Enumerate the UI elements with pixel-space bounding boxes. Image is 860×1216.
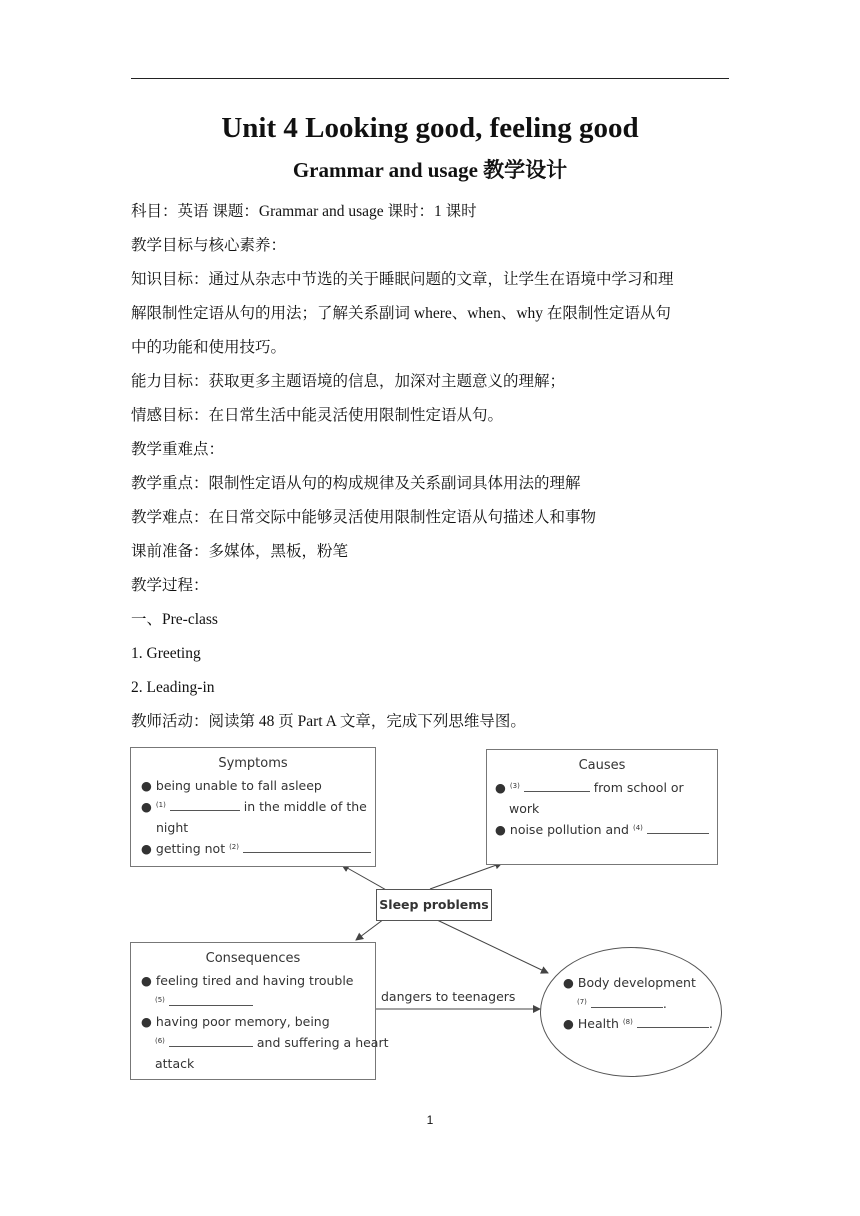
- symptoms-item-3-text: getting not: [155, 841, 226, 856]
- document-body: [131, 195, 731, 739]
- blank-5: [169, 993, 253, 1006]
- dangers-item-1: ● Body development: [563, 975, 696, 990]
- dangers-blank-7-line: $^{(7)}$ .: [577, 996, 667, 1011]
- blank-4-number: (4): [632, 824, 643, 832]
- blank-1: [170, 798, 240, 811]
- causes-box: [486, 749, 718, 865]
- dangers-arrow-label: dangers to teenagers: [381, 989, 516, 1004]
- symptoms-item-3: ● getting not $^{(2)}$: [141, 839, 371, 859]
- consequences-item-2-text: having poor memory, being: [155, 1014, 330, 1029]
- difficult-point: 教学难点：在日常交际中能够灵活使用限制性定语从句描述人和事物: [131, 509, 597, 526]
- knowledge-goal-line-3: 中的功能和使用技巧。: [131, 339, 287, 356]
- leading-in-step: 2. Leading-in: [131, 679, 215, 696]
- center-topic-box: Sleep problems: [376, 889, 492, 921]
- causes-item-1-continued: work: [509, 801, 540, 816]
- blank-2: [243, 840, 371, 853]
- consequences-item-2: ● having poor memory, being: [141, 1014, 330, 1029]
- blank-4: [647, 821, 709, 834]
- blank-3: [524, 779, 590, 792]
- blank-5-number: (5): [155, 996, 165, 1004]
- sleep-problems-mind-map: [130, 747, 722, 1081]
- blank-7: [591, 995, 663, 1008]
- dangers-item-2: ● Health $^{(8)}$ .: [563, 1016, 713, 1031]
- greeting-step: 1. Greeting: [131, 645, 201, 662]
- blank-7-number: (7): [577, 998, 587, 1006]
- causes-item-2: ● noise pollution and $^{(4)}$: [495, 820, 709, 840]
- document-subtitle: Grammar and usage 教学设计: [292, 158, 568, 182]
- causes-title: Causes: [578, 758, 626, 773]
- key-point: 教学重点：限制性定语从句的构成规律及关系副词具体用法的理解: [131, 475, 581, 492]
- consequences-box: [130, 942, 389, 1080]
- blank-2-number: (2): [229, 843, 239, 851]
- process-heading: 教学过程：: [131, 577, 209, 594]
- causes-item-2-text: noise pollution and: [509, 822, 629, 837]
- blank-8-number: (8): [622, 1018, 633, 1026]
- blank-8: [637, 1015, 709, 1028]
- symptoms-item-2-text: in the middle of the: [243, 799, 367, 814]
- consequences-blank-6-line: [155, 1033, 389, 1053]
- blank-6: [169, 1034, 253, 1047]
- consequences-title: Consequences: [205, 951, 301, 966]
- key-difficult-heading: 教学重难点：: [131, 441, 225, 458]
- consequences-blank-5-line: [155, 992, 253, 1012]
- teacher-activity: 教师活动：阅读第 48 页 Part A 文章，完成下列思维导图。: [131, 713, 526, 730]
- page-number: 1: [426, 1113, 434, 1127]
- knowledge-goal-line-1: 知识目标：通过从杂志中节选的关于睡眠问题的文章，让学生在语境中学习和理: [131, 271, 674, 288]
- dangers-item-1-text: Body development: [577, 975, 696, 990]
- arrow-to-dangers: [435, 919, 548, 973]
- symptoms-item-1: ● being unable to fall asleep: [141, 778, 322, 793]
- symptoms-item-2: ● $^{(1)}$ in the middle of the: [141, 799, 367, 814]
- causes-item-1: ● $^{(3)}$ from school or: [495, 780, 684, 795]
- pre-class-heading: 一、Pre-class: [131, 611, 218, 628]
- goals-heading: 教学目标与核心素养：: [131, 237, 287, 254]
- symptoms-title: Symptoms: [218, 756, 288, 771]
- blank-3-number: (3): [509, 782, 520, 790]
- arrow-to-symptoms: [342, 865, 388, 891]
- consequences-item-1: ● feeling tired and having trouble: [141, 973, 354, 988]
- consequences-item-2-after: and suffering a heart: [256, 1035, 389, 1050]
- blank-1-number: (1): [155, 801, 166, 809]
- dangers-ellipse: [540, 947, 722, 1077]
- symptoms-item-1-text: being unable to fall asleep: [155, 778, 322, 793]
- symptoms-box: [130, 747, 376, 867]
- consequences-item-1-text: feeling tired and having trouble: [155, 973, 354, 988]
- causes-item-1-text: from school or: [593, 780, 684, 795]
- dangers-item-2-text: Health: [577, 1016, 619, 1031]
- course-info: 科目：英语 课题：Grammar and usage 课时：1 课时: [131, 203, 477, 220]
- blank-6-number: (6): [155, 1037, 165, 1045]
- symptoms-item-2-continued: night: [156, 820, 189, 835]
- document-title: Unit 4 Looking good, feeling good: [221, 112, 639, 144]
- preparation: 课前准备：多媒体，黑板，粉笔: [131, 543, 349, 560]
- emotion-goal: 情感目标：在日常生活中能灵活使用限制性定语从句。: [131, 407, 504, 424]
- header-rule: [131, 78, 729, 79]
- arrow-to-causes: [430, 863, 502, 889]
- consequences-item-2-continued: attack: [155, 1056, 195, 1071]
- arrow-to-consequences: [356, 919, 384, 940]
- knowledge-goal-line-2: 解限制性定语从句的用法；了解关系副词 where、when、why 在限制性定语从句: [131, 305, 671, 322]
- ability-goal: 能力目标：获取更多主题语境的信息，加深对主题意义的理解；: [131, 373, 566, 390]
